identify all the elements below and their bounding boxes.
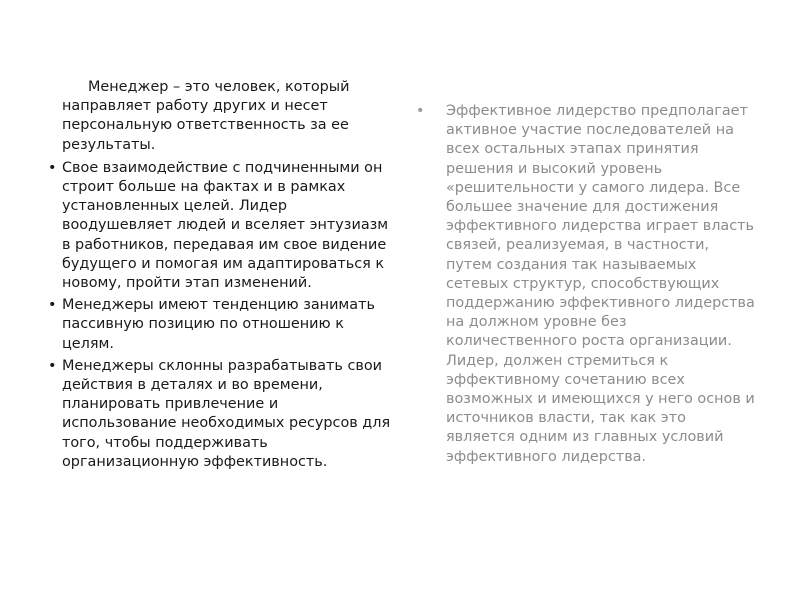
- right-bullet-text-1: Эффективное лидерство предполагает активное участие последователей на всех остальных этапах принятия решения и высокий уровень «решительности у самого лидера. Все большее значение для достижения эффективного лидерства играет власть связей, реализуемая, в частности, путем создания так называемых сетевых структур, способствующих поддержанию эффективного лидерства на должном уровне без количественного роста организации. Лидер, должен стремиться к эффективному сочетанию всех возможных и имеющихся у него основ и источников власти, так как это является одним из главных условий эффективного лидерства.: [446, 103, 755, 465]
- left-text-column: [48, 78, 392, 475]
- left-bullet-text-1: Свое взаимодействие с подчиненными он строит больше на фактах и в рамках установленных целей. Лидер воодушевляет людей и вселяет энтузиазм в работников, передавая им свое видение будущего и помогая им адаптироваться к новому, пройти этап изменений.: [62, 159, 389, 292]
- left-bullet-item-3: [48, 357, 392, 472]
- bullet-dot-icon: •: [416, 103, 425, 119]
- manager-definition-paragraph: Менеджер – это человек, который направляет работу других и несет персональную ответственность за ее результаты.: [62, 79, 350, 153]
- bullet-dot-icon: •: [48, 297, 57, 314]
- bullet-dot-icon: •: [48, 357, 57, 374]
- bullet-dot-icon: •: [48, 159, 57, 176]
- right-text-column: [416, 102, 756, 470]
- left-bullet-item-2: [48, 296, 392, 354]
- left-bullet-text-3: Менеджеры склонны разрабатывать свои действия в деталях и во времени, планировать привлечение и использование необходимых ресурсов для того, чтобы поддерживать организационную эффективность.: [62, 357, 391, 470]
- left-bullet-item-1: [48, 159, 392, 293]
- left-bullet-text-2: Менеджеры имеют тенденцию занимать пассивную позицию по отношению к целям.: [62, 297, 375, 352]
- right-bullet-item-1: [416, 102, 756, 467]
